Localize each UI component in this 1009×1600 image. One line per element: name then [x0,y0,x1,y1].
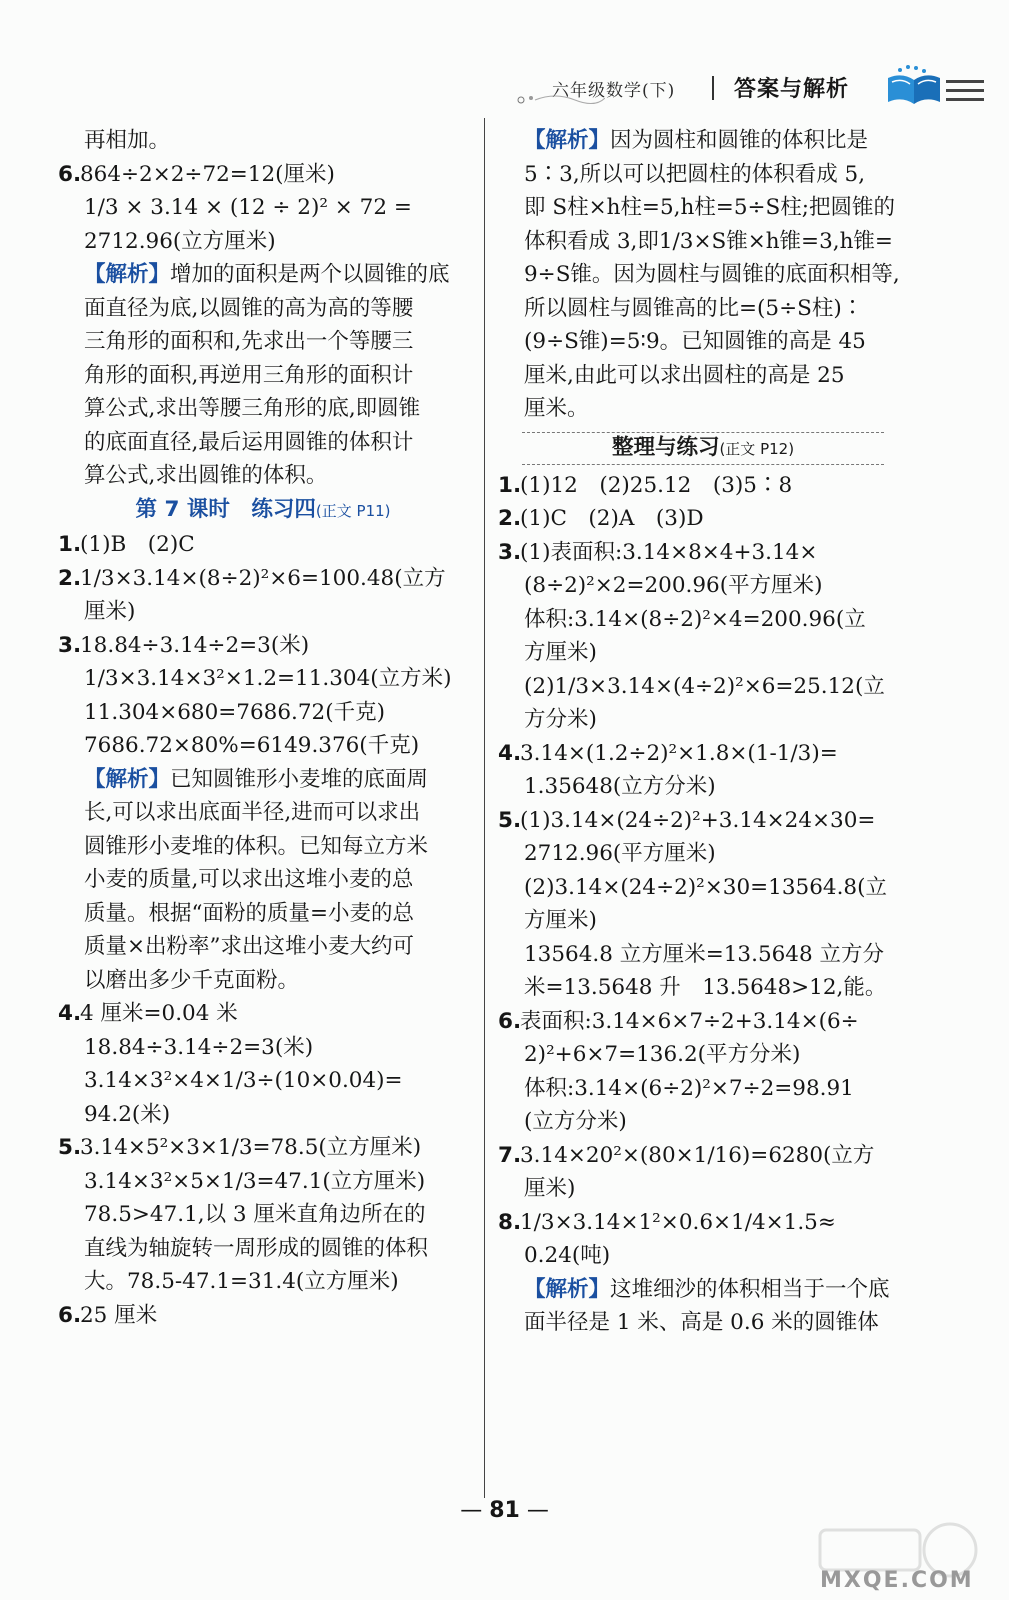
answer-line [58,763,468,797]
answer-line [498,1273,908,1307]
answer-line [498,225,908,259]
answer-line [58,359,468,393]
answer-line [498,904,908,938]
answer-line [498,569,908,603]
item-number: 3. [58,632,82,658]
item-number: 4. [498,740,522,766]
item-number: 1. [58,532,82,557]
answer-line [58,696,468,730]
analysis-tag: 【解析】 [524,128,611,153]
footer-dash-left: — [460,1498,490,1523]
answer-line [498,1038,908,1072]
line-text: 面半径是 1 米、高是 0.6 米的圆锥体 [524,1310,879,1335]
answer-line [58,392,468,426]
answer-line [58,662,468,696]
line-text: 厘米,由此可以求出圆柱的高是 25 [524,362,845,388]
line-text: 算公式,求出等腰三角形的底,即圆锥 [84,396,421,421]
item-number: 7. [498,1142,522,1168]
answer-line [58,258,468,292]
analysis-tag: 【解析】 [84,766,171,792]
answer-line [58,459,468,493]
line-text: 体积:3.14×(8÷2)²×4=200.96(立 [524,606,866,632]
line-text: 5∶3,所以可以把圆柱的体积看成 5, [524,161,866,187]
answer-line [498,670,908,704]
line-text: 3.14×3²×5×1/3=47.1(立方厘米) [84,1168,426,1194]
line-text: 7686.72×80%=6149.376(千克) [84,733,420,758]
line-text: (8÷2)²×2=200.96(平方厘米) [524,573,823,598]
line-text: (2)3.14×(24÷2)²×30=13564.8(立 [524,874,887,900]
line-text: 长,可以求出底面半径,进而可以求出 [84,800,421,825]
section-heading [58,493,468,529]
item-number: 5. [58,1135,82,1160]
answer-line [498,971,908,1005]
line-text: 方厘米) [524,908,597,933]
answer-item [498,1005,908,1039]
answer-line [498,1105,908,1139]
answer-item [58,528,468,562]
answer-line [58,191,468,225]
answer-line [58,1198,468,1232]
answer-line [58,830,468,864]
line-text: 25 厘米 [80,1302,158,1328]
line-text: 直线为轴旋转一周形成的圆锥的体积 [84,1235,429,1261]
item-number: 1. [498,472,522,498]
answer-item [498,804,908,838]
line-text: 增加的面积是两个以圆锥的底 [170,262,450,287]
page-number: 81 [489,1498,520,1523]
answer-line [58,729,468,763]
line-text: 864÷2×2÷72=12(厘米) [80,161,335,187]
answer-line [58,325,468,359]
answer-line [58,1165,468,1199]
answer-line [498,124,908,158]
line-text: (1)表面积:3.14×8×4+3.14× [520,539,818,565]
answer-line [498,770,908,804]
line-text: 13564.8 立方厘米=13.5648 立方分 [524,941,884,967]
line-text: (1)B (2)C [80,532,195,557]
answer-line [498,359,908,393]
open-book-logo-icon [880,64,990,110]
right-column [498,124,908,1340]
section-page-ref: (正文 P11) [315,501,391,520]
section-page-ref: (正文 P12) [719,439,795,458]
item-number: 3. [498,539,522,565]
line-text: (立方分米) [524,1109,627,1134]
line-text: 方厘米) [524,640,597,665]
line-text: (9÷S锥)=5∶9。已知圆锥的高是 45 [524,329,866,354]
line-text: 再相加。 [84,128,171,153]
left-column [58,124,468,1332]
answer-line [498,258,908,292]
line-text: 所以圆柱与圆锥高的比=(5÷S柱)∶ [524,295,864,321]
line-text: 大。78.5-47.1=31.4(立方厘米) [84,1269,399,1294]
answer-line [58,796,468,830]
line-text: 78.5>47.1,以 3 厘米直角边所在的 [84,1202,426,1227]
line-text: 1/3 × 3.14 × (12 ÷ 2)² × 72 = [84,195,412,220]
item-number: 5. [498,807,522,833]
watermark-text: MXQE.COM [820,1568,974,1593]
line-text: 小麦的质量,可以求出这堆小麦的总 [84,867,414,892]
answer-line [498,191,908,225]
column-divider [484,118,485,1498]
line-text: 质量。根据“面粉的质量=小麦的总 [84,900,415,926]
answer-item [58,158,468,192]
answer-item [498,536,908,570]
answer-line [498,1239,908,1273]
line-text: 1/3×3.14×(8÷2)²×6=100.48(立方 [80,565,446,591]
item-number: 2. [58,565,82,591]
answer-item [58,1299,468,1333]
item-number: 8. [498,1209,522,1235]
line-text: 1/3×3.14×1²×0.6×1/4×1.5≈ [520,1209,836,1235]
answer-line [498,871,908,905]
answer-item [498,737,908,771]
line-text: 三角形的面积和,先求出一个等腰三 [84,329,414,354]
section-heading [522,432,884,465]
line-text: (1)12 (2)25.12 (3)5∶8 [520,472,793,498]
answer-item [58,1131,468,1165]
line-text: (1)3.14×(24÷2)²+3.14×24×30= [520,807,876,833]
line-text: 面直径为底,以圆锥的高为高的等腰 [84,295,414,321]
line-text: 厘米。 [524,396,589,421]
answer-line [58,863,468,897]
line-text: 18.84÷3.14÷2=3(米) [84,1034,314,1060]
line-text: 1.35648(立方分米) [524,774,716,799]
line-text: 方分米) [524,707,597,732]
item-number: 6. [498,1008,522,1034]
line-text: 因为圆柱和圆锥的体积比是 [610,128,869,153]
footer-dash-right: — [526,1498,549,1523]
section-title: 整理与练习 [611,434,720,460]
page-header [0,0,1009,120]
item-number: 2. [498,506,522,531]
line-text: 厘米) [84,599,136,624]
answer-line [58,1031,468,1065]
section-title: 第 7 课时 练习四 [135,496,316,522]
line-text: 2712.96(立方厘米) [84,228,276,254]
answer-line [58,1232,468,1266]
answer-line [58,595,468,629]
answer-line [498,1172,908,1206]
header-grade: 六年级数学(下) [552,81,676,101]
line-text: 2)²+6×7=136.2(平方分米) [524,1042,801,1067]
line-text: (1)C (2)A (3)D [520,506,704,531]
answer-item [498,502,908,536]
answer-line [58,897,468,931]
line-text: 体积看成 3,即1/3×S锥×h锥=3,h锥= [524,228,893,254]
answer-line [498,158,908,192]
answer-line [498,292,908,326]
answer-item [498,1206,908,1240]
answer-item [498,469,908,503]
answer-line [498,603,908,637]
answer-line [498,703,908,737]
line-text: 这堆细沙的体积相当于一个底 [610,1276,890,1302]
line-text: 1/3×3.14×3²×1.2=11.304(立方米) [84,666,452,691]
line-text: 体积:3.14×(6÷2)²×7÷2=98.91 [524,1075,854,1101]
answer-line [58,964,468,998]
answer-line [58,1265,468,1299]
line-text: 表面积:3.14×6×7÷2+3.14×(6÷ [520,1008,859,1034]
answer-item [498,1139,908,1173]
line-text: 11.304×680=7686.72(千克) [84,699,385,725]
answer-line [58,292,468,326]
line-text: 94.2(米) [84,1101,171,1127]
answer-line [498,392,908,426]
line-text: 米=13.5648 升 13.5648>12,能。 [524,975,887,1000]
line-text: 圆锥形小麦堆的体积。已知每立方米 [84,833,429,859]
answer-item [58,629,468,663]
analysis-tag: 【解析】 [524,1276,611,1302]
line-text: 0.24(吨) [524,1243,611,1268]
line-text: 厘米) [524,1176,576,1201]
line-text: 3.14×3²×4×1/3÷(10×0.04)= [84,1068,403,1093]
line-text: 已知圆锥形小麦堆的底面周 [170,766,429,792]
line-text: 4 厘米=0.04 米 [80,1001,238,1026]
line-text: 的底面直径,最后运用圆锥的体积计 [84,429,414,455]
line-text: 3.14×(1.2÷2)²×1.8×(1-1/3)= [520,740,838,766]
item-number: 6. [58,1302,82,1328]
line-text: 3.14×5²×3×1/3=78.5(立方厘米) [80,1135,422,1160]
line-text: 2712.96(平方厘米) [524,841,716,866]
line-text: 3.14×20²×(80×1/16)=6280(立方 [520,1142,875,1168]
answer-line [58,225,468,259]
answer-item [58,562,468,596]
line-text: 以磨出多少千克面粉。 [84,967,300,993]
item-number: 6. [58,161,82,187]
answer-line [58,930,468,964]
answer-line [498,325,908,359]
answer-item [58,997,468,1031]
answer-line [498,938,908,972]
answer-line [498,636,908,670]
line-text: 算公式,求出圆锥的体积。 [84,463,328,488]
header-title: 答案与解析 [734,77,850,102]
line-text: 即 S柱×h柱=5,h柱=5÷S柱;把圆锥的 [524,195,895,220]
line-text: 质量×出粉率”求出这堆小麦大约可 [84,934,415,959]
answer-line [58,124,468,158]
analysis-tag: 【解析】 [84,262,171,287]
answer-line [58,1098,468,1132]
answer-line [498,1072,908,1106]
line-text: 9÷S锥。因为圆柱与圆锥的底面积相等, [524,262,900,287]
header-divider [712,76,714,100]
answer-line [498,1306,908,1340]
answer-line [58,1064,468,1098]
line-text: 角形的面积,再逆用三角形的面积计 [84,362,414,388]
item-number: 4. [58,1001,82,1026]
line-text: (2)1/3×3.14×(4÷2)²×6=25.12(立 [524,673,885,699]
answer-line [498,837,908,871]
answer-line [58,426,468,460]
line-text: 18.84÷3.14÷2=3(米) [80,632,310,658]
